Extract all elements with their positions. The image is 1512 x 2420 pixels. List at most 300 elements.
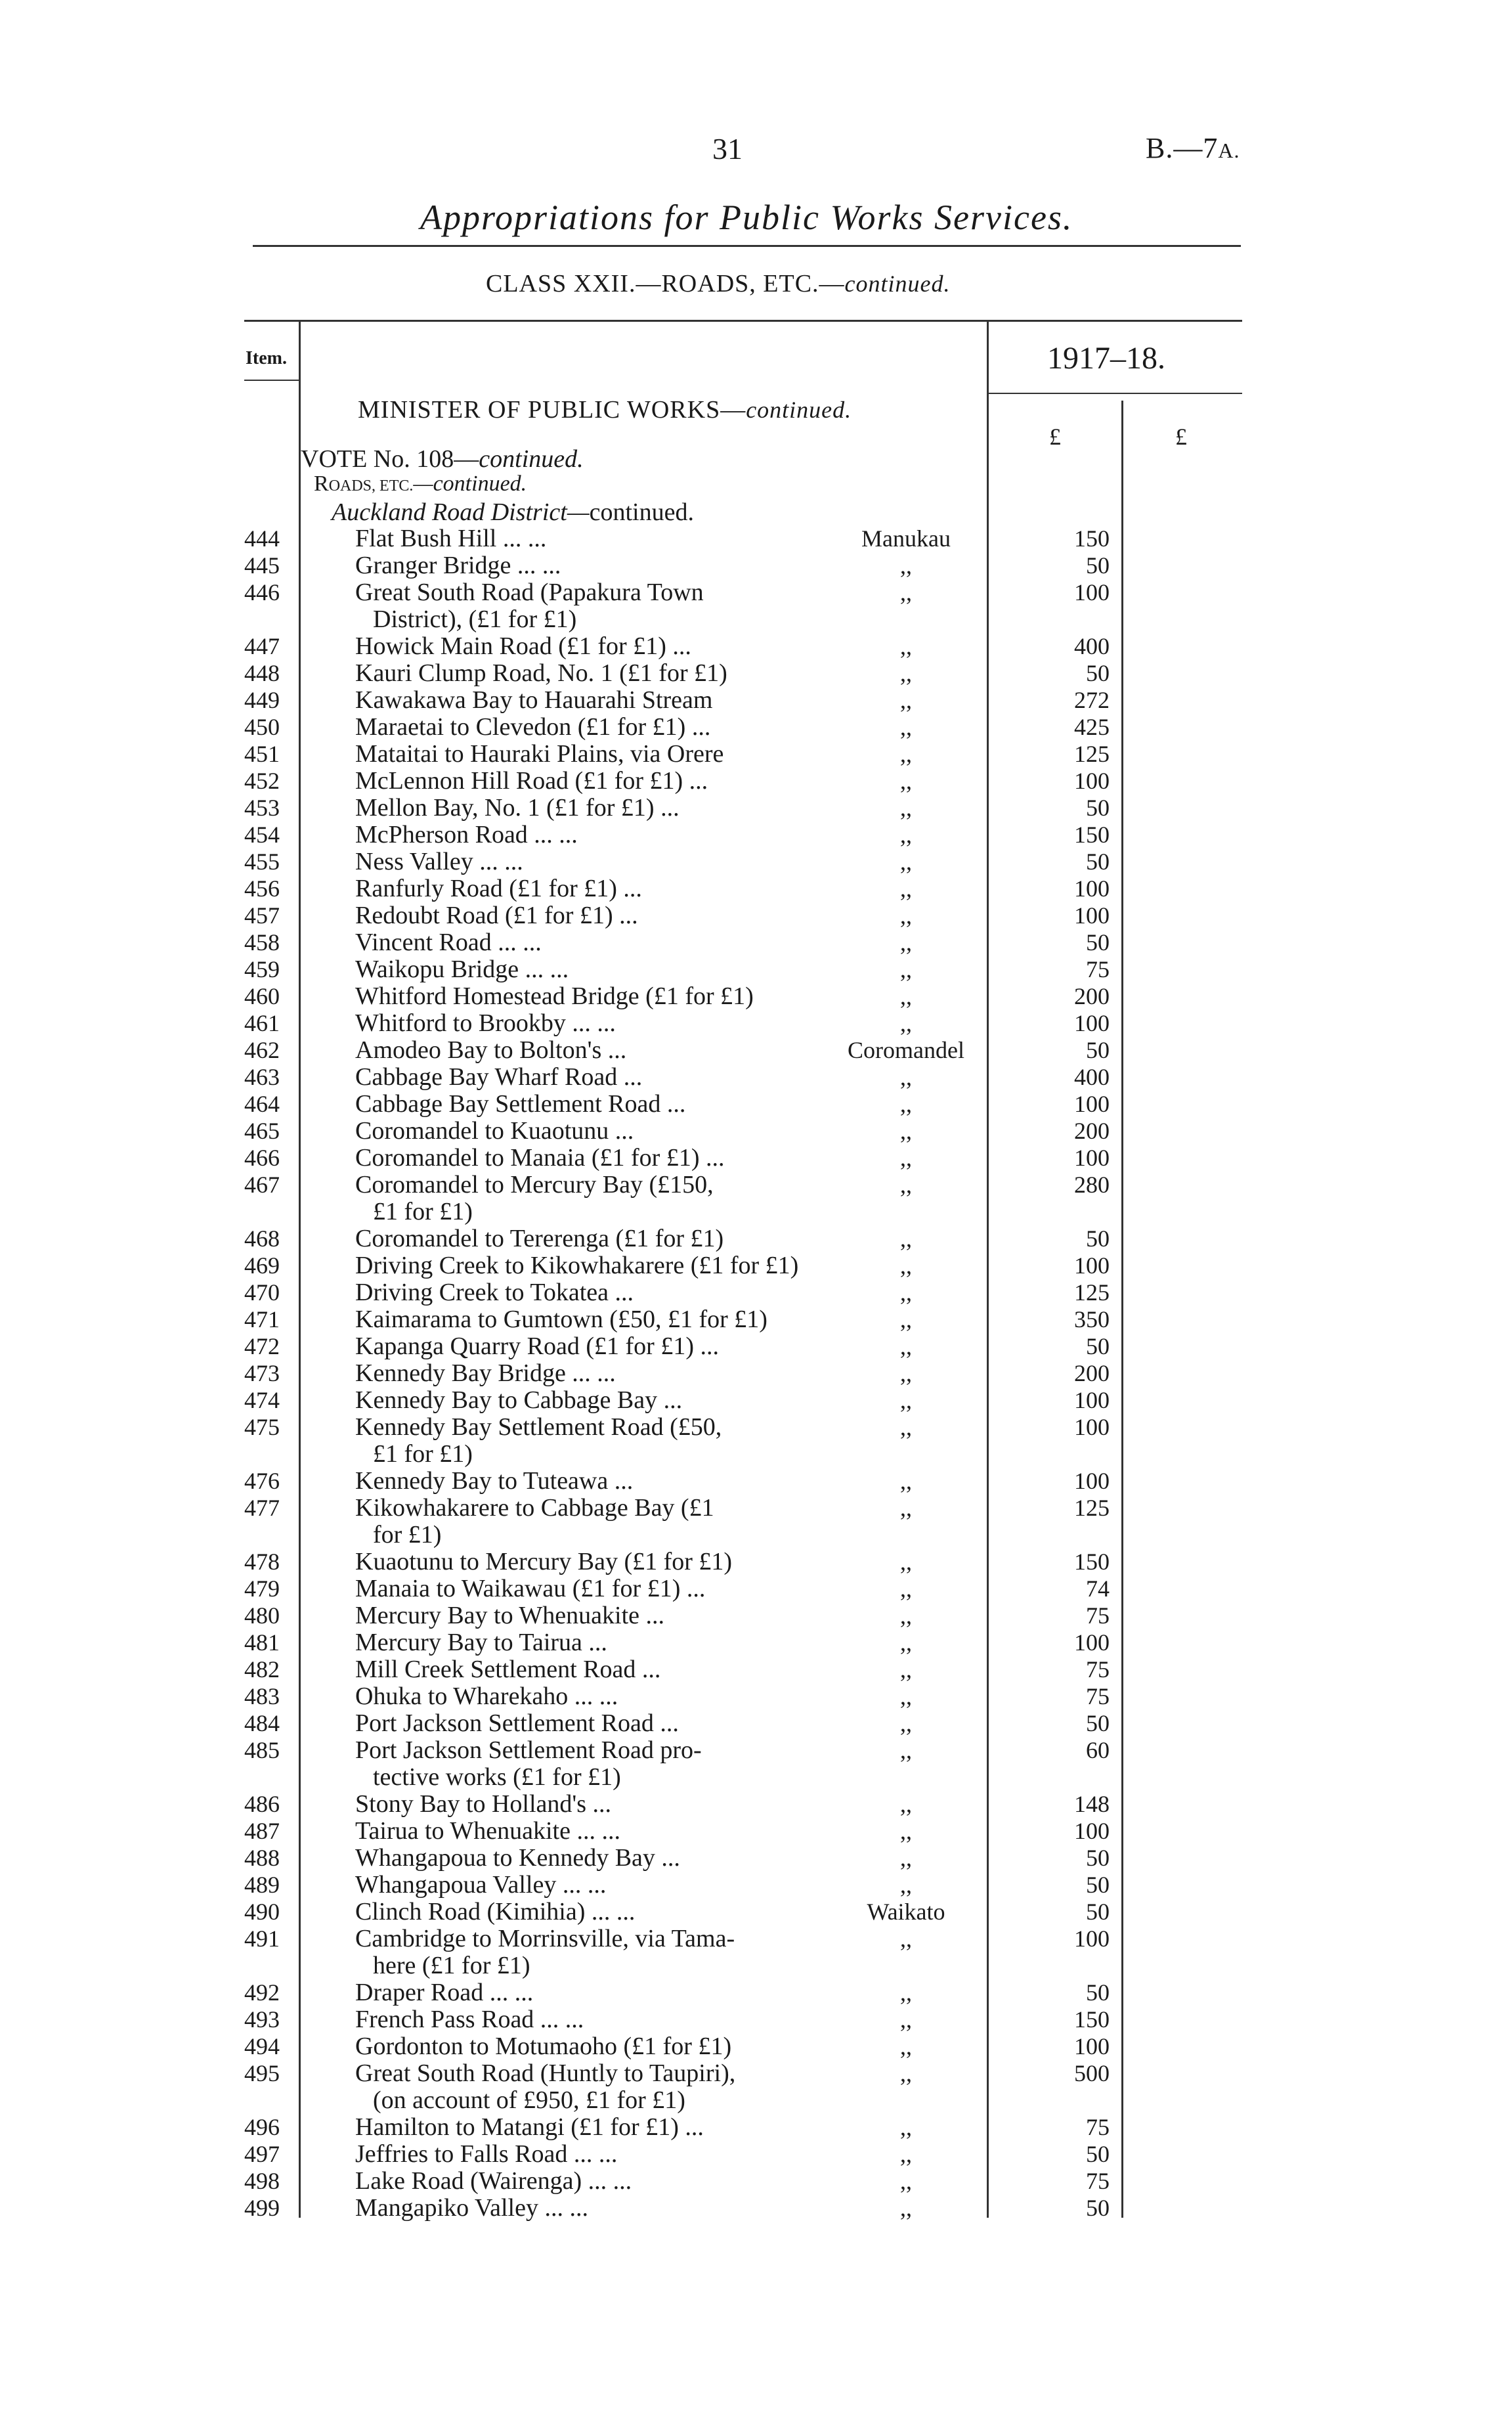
item-description-continuation: £1 for £1) xyxy=(373,1440,473,1468)
item-number: 463 xyxy=(244,1064,280,1090)
item-number: 495 xyxy=(244,2060,280,2086)
item-description xyxy=(355,902,854,929)
item-description-line: Tairua to Whenuakite ... ... xyxy=(355,1817,620,1845)
item-amount: 425 xyxy=(1074,714,1110,740)
item-description-line: Kennedy Bay Bridge ... ... xyxy=(355,1359,616,1387)
item-description-line: Kennedy Bay Settlement Road (£50, xyxy=(355,1413,722,1441)
item-number: 482 xyxy=(244,1656,280,1683)
item-district: ,, xyxy=(900,848,912,875)
item-district: ,, xyxy=(900,1549,912,1575)
item-number: 466 xyxy=(244,1145,280,1171)
item-description xyxy=(355,1979,854,2006)
item-district: ,, xyxy=(900,1091,912,1117)
item-district: ,, xyxy=(900,1495,912,1521)
item-district: ,, xyxy=(900,1306,912,1332)
item-amount: 50 xyxy=(1086,1979,1110,2006)
year-column-header: 1917–18. xyxy=(1047,341,1165,376)
item-district: ,, xyxy=(900,1360,912,1386)
district-heading-continued: continued. xyxy=(589,498,694,526)
item-amount: 75 xyxy=(1086,1683,1110,1709)
item-description-line: Kapanga Quarry Road (£1 for £1) ... xyxy=(355,1332,719,1360)
item-description xyxy=(355,1064,854,1091)
item-description-line: Howick Main Road (£1 for £1) ... xyxy=(355,632,691,660)
item-district: ,, xyxy=(900,2114,912,2140)
item-district: ,, xyxy=(900,1845,912,1871)
item-district: ,, xyxy=(900,795,912,821)
item-description xyxy=(355,768,854,795)
item-number: 497 xyxy=(244,2141,280,2167)
item-description-continuation: (on account of £950, £1 for £1) xyxy=(373,2086,685,2114)
item-number: 465 xyxy=(244,1118,280,1144)
item-district: ,, xyxy=(900,1629,912,1656)
item-description xyxy=(355,1710,854,1737)
item-number: 462 xyxy=(244,1037,280,1063)
item-description-continuation: here (£1 for £1) xyxy=(373,1952,530,1979)
item-description xyxy=(355,1737,854,1791)
item-amount: 400 xyxy=(1074,1064,1110,1090)
item-number: 451 xyxy=(244,741,280,767)
item-number: 480 xyxy=(244,1602,280,1629)
item-district: Coromandel xyxy=(848,1037,964,1063)
item-district: ,, xyxy=(900,1387,912,1413)
class-heading-main: CLASS XXII.—ROADS, ETC.— xyxy=(486,270,845,297)
item-number: 444 xyxy=(244,525,280,552)
item-description-line: Mellon Bay, No. 1 (£1 for £1) ... xyxy=(355,794,680,822)
item-description xyxy=(355,1172,854,1225)
item-amount: 50 xyxy=(1086,1037,1110,1063)
item-description xyxy=(355,1118,854,1145)
item-description xyxy=(355,1791,854,1818)
item-amount: 150 xyxy=(1074,2006,1110,2033)
item-number: 464 xyxy=(244,1091,280,1117)
item-amount: 75 xyxy=(1086,1656,1110,1683)
item-description-line: Ohuka to Wharekaho ... ... xyxy=(355,1683,618,1710)
item-amount: 100 xyxy=(1074,875,1110,902)
item-number: 447 xyxy=(244,633,280,659)
item-district: ,, xyxy=(900,1414,912,1440)
item-number: 452 xyxy=(244,768,280,794)
document-reference-suffix: A. xyxy=(1218,139,1240,162)
item-number: 476 xyxy=(244,1468,280,1494)
item-number: 455 xyxy=(244,848,280,875)
item-number: 496 xyxy=(244,2114,280,2140)
item-amount: 150 xyxy=(1074,1549,1110,1575)
district-heading-main: Auckland Road District— xyxy=(332,498,590,526)
item-amount: 50 xyxy=(1086,552,1110,579)
item-number: 456 xyxy=(244,875,280,902)
item-description xyxy=(355,687,854,714)
item-district: ,, xyxy=(900,1925,912,1952)
item-description-line: Kaimarama to Gumtown (£50, £1 for £1) xyxy=(355,1306,767,1333)
item-amount: 50 xyxy=(1086,1899,1110,1925)
item-number: 488 xyxy=(244,1845,280,1871)
page-number: 31 xyxy=(712,132,743,165)
item-description-line: Mercury Bay to Tairua ... xyxy=(355,1629,607,1656)
item-amount: 148 xyxy=(1074,1791,1110,1817)
item-description xyxy=(355,875,854,902)
item-number: 459 xyxy=(244,956,280,982)
item-amount: 100 xyxy=(1074,1925,1110,1952)
item-amount: 75 xyxy=(1086,2168,1110,2194)
item-amount: 50 xyxy=(1086,1872,1110,1898)
item-description xyxy=(355,1279,854,1306)
item-amount: 100 xyxy=(1074,1629,1110,1656)
item-district: ,, xyxy=(900,1683,912,1709)
item-number: 499 xyxy=(244,2195,280,2221)
item-district: ,, xyxy=(900,2060,912,2086)
item-description-continuation: for £1) xyxy=(373,1521,442,1549)
item-amount: 100 xyxy=(1074,1387,1110,1413)
item-district: ,, xyxy=(900,902,912,929)
item-number: 484 xyxy=(244,1710,280,1736)
item-number: 450 xyxy=(244,714,280,740)
item-amount: 350 xyxy=(1074,1306,1110,1332)
item-description xyxy=(355,1010,854,1037)
item-district: ,, xyxy=(900,1979,912,2006)
item-number: 486 xyxy=(244,1791,280,1817)
item-district: ,, xyxy=(900,1710,912,1736)
vote-heading-main: VOTE No. 108— xyxy=(301,445,479,473)
item-description xyxy=(355,2141,854,2168)
item-district: ,, xyxy=(900,1575,912,1602)
item-number: 453 xyxy=(244,795,280,821)
item-district: ,, xyxy=(900,552,912,579)
item-description-continuation: £1 for £1) xyxy=(373,1198,473,1225)
item-description xyxy=(355,1495,854,1549)
item-number: 474 xyxy=(244,1387,280,1413)
item-description-line: Whitford to Brookby ... ... xyxy=(355,1009,616,1037)
item-district: ,, xyxy=(900,1656,912,1683)
item-number: 490 xyxy=(244,1899,280,1925)
item-description xyxy=(355,1306,854,1333)
item-description-line: Cambridge to Morrinsville, via Tama- xyxy=(355,1925,735,1952)
item-description xyxy=(355,1252,854,1279)
item-description xyxy=(355,2195,854,2222)
item-description-line: Mercury Bay to Whenuakite ... xyxy=(355,1602,664,1629)
item-number: 472 xyxy=(244,1333,280,1359)
item-description xyxy=(355,956,854,983)
item-amount: 100 xyxy=(1074,1414,1110,1440)
item-description xyxy=(355,1575,854,1602)
item-district: ,, xyxy=(900,1818,912,1844)
item-description xyxy=(355,741,854,768)
item-description-line: Waikopu Bridge ... ... xyxy=(355,956,569,983)
item-amount: 200 xyxy=(1074,983,1110,1009)
item-number: 473 xyxy=(244,1360,280,1386)
currency-symbol-2: £ xyxy=(1175,424,1187,450)
item-number: 483 xyxy=(244,1683,280,1709)
item-description-line: Mataitai to Hauraki Plains, via Orere xyxy=(355,740,724,768)
item-description xyxy=(355,1845,854,1872)
item-description-line: Flat Bush Hill ... ... xyxy=(355,525,547,552)
roads-subheading-rest: OADS, ETC. xyxy=(328,477,414,495)
item-number: 492 xyxy=(244,1979,280,2006)
item-description-line: McPherson Road ... ... xyxy=(355,821,578,848)
item-description xyxy=(355,1145,854,1172)
item-number: 478 xyxy=(244,1549,280,1575)
item-number: 481 xyxy=(244,1629,280,1656)
item-description-line: Kennedy Bay to Cabbage Bay ... xyxy=(355,1386,683,1414)
item-amount: 74 xyxy=(1086,1575,1110,1602)
item-number: 461 xyxy=(244,1010,280,1036)
item-description-line: Kawakawa Bay to Hauarahi Stream xyxy=(355,686,713,714)
item-district: ,, xyxy=(900,1737,912,1763)
item-district: ,, xyxy=(900,1333,912,1359)
item-description xyxy=(355,2033,854,2060)
item-description-line: Ness Valley ... ... xyxy=(355,848,523,875)
item-description-line: Driving Creek to Tokatea ... xyxy=(355,1279,634,1306)
item-description xyxy=(355,1225,854,1252)
item-amount: 50 xyxy=(1086,929,1110,956)
item-description-line: Stony Bay to Holland's ... xyxy=(355,1790,612,1818)
item-number: 445 xyxy=(244,552,280,579)
document-reference-main: B.—7 xyxy=(1146,132,1219,164)
item-description xyxy=(355,2060,854,2114)
item-description xyxy=(355,525,854,552)
item-description xyxy=(355,848,854,875)
item-number: 471 xyxy=(244,1306,280,1332)
item-district: ,, xyxy=(900,579,912,605)
item-description-line: Whangapoua Valley ... ... xyxy=(355,1871,607,1899)
item-amount: 50 xyxy=(1086,2141,1110,2167)
minister-heading-continued: continued. xyxy=(746,397,852,423)
item-number: 446 xyxy=(244,579,280,605)
item-description xyxy=(355,1549,854,1575)
item-number: 458 xyxy=(244,929,280,956)
item-district: ,, xyxy=(900,1602,912,1629)
item-description xyxy=(355,983,854,1010)
item-amount: 100 xyxy=(1074,1468,1110,1494)
item-district: ,, xyxy=(900,633,912,659)
item-description-line: Mill Creek Settlement Road ... xyxy=(355,1656,661,1683)
item-number: 460 xyxy=(244,983,280,1009)
item-description-line: Coromandel to Tererenga (£1 for £1) xyxy=(355,1225,724,1252)
item-description-line: Kuaotunu to Mercury Bay (£1 for £1) xyxy=(355,1548,733,1575)
item-amount: 100 xyxy=(1074,1252,1110,1279)
item-description xyxy=(355,1872,854,1899)
item-description-line: Amodeo Bay to Bolton's ... xyxy=(355,1036,627,1064)
item-amount: 272 xyxy=(1074,687,1110,713)
item-description xyxy=(355,1602,854,1629)
item-description xyxy=(355,552,854,579)
item-number: 469 xyxy=(244,1252,280,1279)
item-amount: 50 xyxy=(1086,2195,1110,2221)
item-description-line: Coromandel to Manaia (£1 for £1) ... xyxy=(355,1144,725,1172)
item-district: ,, xyxy=(900,956,912,982)
item-number: 468 xyxy=(244,1225,280,1252)
item-description-line: Great South Road (Huntly to Taupiri), xyxy=(355,2059,736,2087)
item-number: 487 xyxy=(244,1818,280,1844)
item-description-line: Great South Road (Papakura Town xyxy=(355,579,704,606)
item-description xyxy=(355,1333,854,1360)
class-heading-continued: continued. xyxy=(844,271,951,297)
item-amount: 75 xyxy=(1086,956,1110,982)
item-description-line: Ranfurly Road (£1 for £1) ... xyxy=(355,875,642,902)
item-number: 470 xyxy=(244,1279,280,1306)
item-number: 493 xyxy=(244,2006,280,2033)
item-number: 489 xyxy=(244,1872,280,1898)
page-title: Appropriations for Public Works Services. xyxy=(420,198,1073,237)
item-district: ,, xyxy=(900,714,912,740)
item-district: ,, xyxy=(900,1252,912,1279)
item-amount: 125 xyxy=(1074,741,1110,767)
item-description xyxy=(355,1468,854,1495)
item-description xyxy=(355,579,854,633)
item-description xyxy=(355,1899,854,1925)
item-description-line: Kikowhakarere to Cabbage Bay (£1 xyxy=(355,1494,714,1522)
item-district: ,, xyxy=(900,1172,912,1198)
item-description xyxy=(355,1387,854,1414)
item-district: ,, xyxy=(900,929,912,956)
item-district: ,, xyxy=(900,741,912,767)
item-number: 491 xyxy=(244,1925,280,1952)
item-amount: 50 xyxy=(1086,1845,1110,1871)
item-amount: 280 xyxy=(1074,1172,1110,1198)
item-description-line: Coromandel to Mercury Bay (£150, xyxy=(355,1171,714,1199)
item-amount: 100 xyxy=(1074,768,1110,794)
item-district: ,, xyxy=(900,983,912,1009)
item-number: 449 xyxy=(244,687,280,713)
item-description xyxy=(355,1037,854,1064)
item-description-line: Kennedy Bay to Tuteawa ... xyxy=(355,1467,634,1495)
item-district: ,, xyxy=(900,1279,912,1306)
item-amount: 50 xyxy=(1086,848,1110,875)
item-amount: 150 xyxy=(1074,525,1110,552)
item-description xyxy=(355,1683,854,1710)
item-district: Waikato xyxy=(867,1899,945,1925)
item-number: 457 xyxy=(244,902,280,929)
roads-subheading-initial: R xyxy=(314,472,329,496)
item-description-line: Hamilton to Matangi (£1 for £1) ... xyxy=(355,2113,704,2141)
item-district: ,, xyxy=(900,1872,912,1898)
item-description xyxy=(355,2114,854,2141)
item-amount: 125 xyxy=(1074,1279,1110,1306)
item-description xyxy=(355,2006,854,2033)
item-number: 448 xyxy=(244,660,280,686)
item-district: ,, xyxy=(900,2168,912,2194)
item-amount: 100 xyxy=(1074,1818,1110,1844)
item-amount: 400 xyxy=(1074,633,1110,659)
item-description xyxy=(355,1360,854,1387)
item-district: ,, xyxy=(900,1064,912,1090)
item-description xyxy=(355,660,854,687)
item-number: 467 xyxy=(244,1172,280,1198)
item-description-line: Redoubt Road (£1 for £1) ... xyxy=(355,902,638,929)
item-description xyxy=(355,795,854,822)
minister-heading-main: MINISTER OF PUBLIC WORKS— xyxy=(358,396,746,424)
item-district: ,, xyxy=(900,1791,912,1817)
item-description xyxy=(355,2168,854,2195)
item-description-line: Port Jackson Settlement Road ... xyxy=(355,1709,679,1737)
item-description-line: Cabbage Bay Settlement Road ... xyxy=(355,1090,686,1118)
item-district: ,, xyxy=(900,687,912,713)
item-description-line: Kauri Clump Road, No. 1 (£1 for £1) xyxy=(355,659,727,687)
item-description-line: McLennon Hill Road (£1 for £1) ... xyxy=(355,767,708,795)
item-district: ,, xyxy=(900,660,912,686)
item-number: 498 xyxy=(244,2168,280,2194)
item-amount: 50 xyxy=(1086,1333,1110,1359)
item-amount: 100 xyxy=(1074,1091,1110,1117)
item-amount: 50 xyxy=(1086,660,1110,686)
item-description-line: Clinch Road (Kimihia) ... ... xyxy=(355,1898,636,1925)
item-description-line: Vincent Road ... ... xyxy=(355,929,542,956)
item-description-line: Whitford Homestead Bridge (£1 for £1) xyxy=(355,982,754,1010)
item-number: 454 xyxy=(244,822,280,848)
item-description-line: Granger Bridge ... ... xyxy=(355,552,561,579)
item-district: ,, xyxy=(900,2141,912,2167)
item-district: ,, xyxy=(900,875,912,902)
item-description-line: Coromandel to Kuaotunu ... xyxy=(355,1117,634,1145)
item-amount: 60 xyxy=(1086,1737,1110,1763)
item-number: 477 xyxy=(244,1495,280,1521)
item-amount: 100 xyxy=(1074,1145,1110,1171)
item-number: 494 xyxy=(244,2033,280,2059)
item-district: ,, xyxy=(900,1118,912,1144)
item-description-line: Gordonton to Motumaoho (£1 for £1) xyxy=(355,2033,732,2060)
item-district: ,, xyxy=(900,1010,912,1036)
item-amount: 200 xyxy=(1074,1360,1110,1386)
roads-subheading-continued: —continued. xyxy=(413,472,527,496)
item-description-line: French Pass Road ... ... xyxy=(355,2006,584,2033)
item-description xyxy=(355,1414,854,1468)
item-amount: 100 xyxy=(1074,579,1110,605)
item-description xyxy=(355,1818,854,1845)
item-district: ,, xyxy=(900,1145,912,1171)
item-amount: 125 xyxy=(1074,1495,1110,1521)
item-description xyxy=(355,929,854,956)
item-description xyxy=(355,633,854,660)
item-amount: 75 xyxy=(1086,1602,1110,1629)
item-amount: 50 xyxy=(1086,1225,1110,1252)
item-district: ,, xyxy=(900,1225,912,1252)
item-description-line: Lake Road (Wairenga) ... ... xyxy=(355,2167,632,2195)
item-description-line: Jeffries to Falls Road ... ... xyxy=(355,2140,618,2168)
item-amount: 200 xyxy=(1074,1118,1110,1144)
item-description-line: Cabbage Bay Wharf Road ... xyxy=(355,1063,643,1091)
item-description xyxy=(355,822,854,848)
item-description-line: Whangapoua to Kennedy Bay ... xyxy=(355,1844,680,1872)
vote-heading-continued: continued. xyxy=(479,445,584,473)
item-amount: 50 xyxy=(1086,1710,1110,1736)
item-amount: 100 xyxy=(1074,1010,1110,1036)
item-district: ,, xyxy=(900,2195,912,2221)
item-column-header: Item. xyxy=(246,348,287,368)
item-district: ,, xyxy=(900,1468,912,1494)
item-description-line: Driving Creek to Kikowhakarere (£1 for £1) xyxy=(355,1252,799,1279)
item-description xyxy=(355,714,854,741)
item-district: ,, xyxy=(900,2033,912,2059)
item-description xyxy=(355,1656,854,1683)
item-amount: 100 xyxy=(1074,902,1110,929)
item-description-continuation: tective works (£1 for £1) xyxy=(373,1763,621,1791)
item-description xyxy=(355,1091,854,1118)
item-description-continuation: District), (£1 for £1) xyxy=(373,605,577,633)
item-description-line: Draper Road ... ... xyxy=(355,1979,534,2006)
item-amount: 150 xyxy=(1074,822,1110,848)
item-description xyxy=(355,1629,854,1656)
item-description xyxy=(355,1925,854,1979)
item-description-line: Maraetai to Clevedon (£1 for £1) ... xyxy=(355,713,711,741)
item-district: Manukau xyxy=(861,525,951,552)
item-amount: 50 xyxy=(1086,795,1110,821)
item-amount: 100 xyxy=(1074,2033,1110,2059)
currency-symbol-1: £ xyxy=(1049,424,1061,450)
item-amount: 75 xyxy=(1086,2114,1110,2140)
item-number: 475 xyxy=(244,1414,280,1440)
item-amount: 500 xyxy=(1074,2060,1110,2086)
item-description-line: Mangapiko Valley ... ... xyxy=(355,2194,588,2222)
item-district: ,, xyxy=(900,822,912,848)
